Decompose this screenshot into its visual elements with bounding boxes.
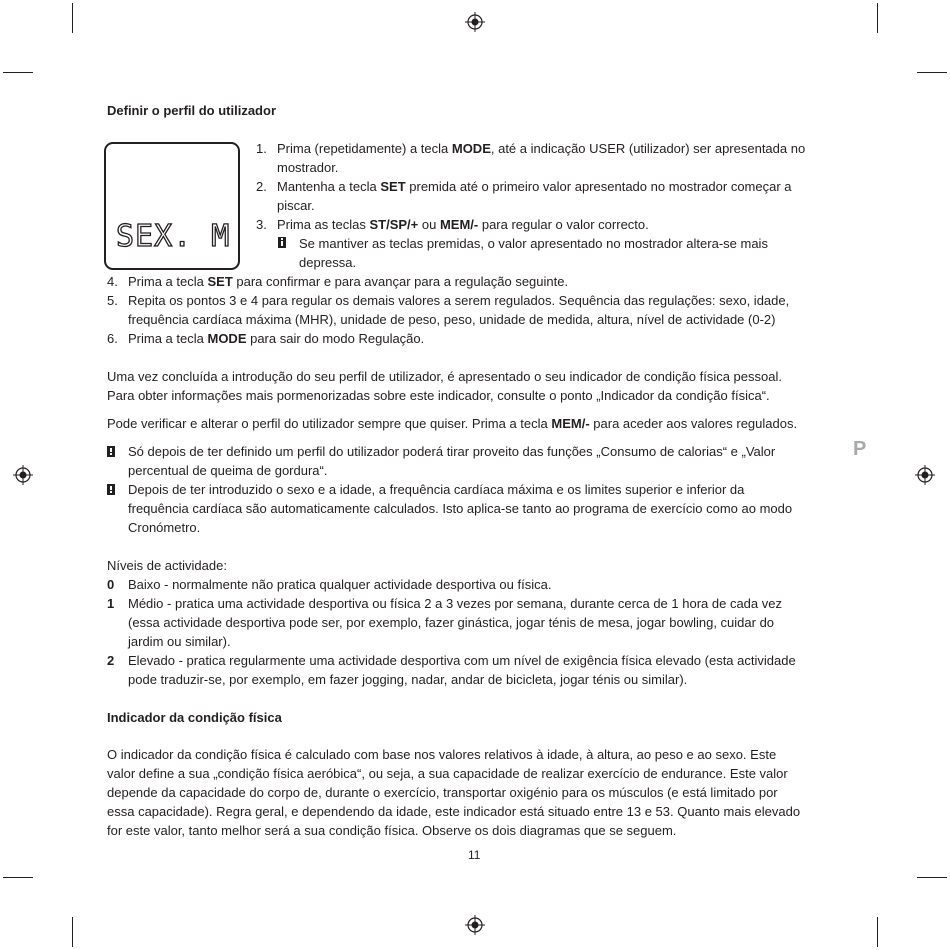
step-number: 5. [107, 293, 118, 308]
text-run: para aceder aos valores regulados. [589, 416, 798, 431]
registration-mark-icon [465, 12, 485, 32]
paragraph-line: depende da capacidade do corpo de, durante o exercício, transportar oxigénio para os músculos (e está limitado por [107, 785, 778, 800]
text-run: ou [418, 217, 440, 232]
step-line [128, 329, 424, 348]
paragraph-line: O indicador da condição física é calculado com base nos valores relativos à idade, à altura, ao peso e ao sexo. Este [107, 747, 777, 762]
text-run: mostrador. [277, 160, 339, 175]
paragraph-line: Para obter informações mais pormenorizadas sobre este indicador, consulte o ponto „Indicador da condição física“. [107, 388, 770, 403]
level-line: (essa actividade desportiva pode ser, por exemplo, fazer ginástica, jogar ténis de mesa, jogar bowling, cuidar do [128, 615, 775, 630]
step-line [128, 272, 568, 291]
paragraph-line: valor define a sua „condição física aeróbica“, ou seja, a sua capacidade de realizar exercício de endurance. Este valor [107, 766, 788, 781]
registration-mark-icon [915, 465, 935, 485]
bold-key-label: MODE [451, 141, 491, 156]
step-line [277, 215, 649, 234]
bold-key-label: MODE [207, 331, 247, 346]
step-number: 6. [107, 331, 118, 346]
text-run: piscar. [277, 198, 315, 213]
crop-mark [72, 917, 73, 947]
crop-mark [72, 3, 73, 33]
text-run: Prima a tecla [128, 331, 208, 346]
bold-key-label: SET [207, 274, 233, 289]
level-number: 1 [107, 596, 115, 611]
warning-line: Cronómetro. [128, 520, 201, 535]
step-number: 4. [107, 274, 118, 289]
level-line: Elevado - pratica regularmente uma actividade desportiva com um nível de exigência física elevado (esta actividade [128, 653, 796, 668]
text-run: Prima a tecla [128, 274, 208, 289]
registration-mark-icon [13, 465, 33, 485]
paragraph-line [107, 414, 797, 433]
levels-heading: Níveis de actividade: [107, 558, 227, 573]
bold-key-label: ST/SP/+ [369, 217, 419, 232]
text-run: Mantenha a tecla [277, 179, 381, 194]
registration-mark-icon [465, 915, 485, 935]
warning-line: frequência cardíaca são automaticamente calculados. Isto aplica-se tanto ao programa de exercício como ao modo [128, 501, 793, 516]
section-heading: Definir o perfil do utilizador [107, 103, 276, 118]
step-line [128, 291, 789, 310]
bold-key-label: SET [380, 179, 406, 194]
page-number: 11 [468, 848, 481, 862]
crop-mark [877, 3, 878, 33]
info-note-line: depressa. [299, 255, 357, 270]
text-run: Prima as teclas [277, 217, 370, 232]
level-line: pode traduzir-se, por exemplo, em fazer jogging, nadar, andar de bicicleta, jogar ténis ou similar). [128, 672, 688, 687]
paragraph-line: Uma vez concluída a introdução do seu perfil de utilizador, é apresentado o seu indicador de condição física pessoal. [107, 369, 782, 384]
warning-line: Depois de ter introduzido o sexo e a idade, a frequência cardíaca máxima e os limites superior e inferior da [128, 482, 745, 497]
step-line [277, 158, 338, 177]
info-icon [278, 237, 286, 248]
bold-key-label: MEM/- [439, 217, 479, 232]
info-note-line: Se mantiver as teclas premidas, o valor apresentado no mostrador altera-se mais [299, 236, 768, 251]
text-run: Repita os pontos 3 e 4 para regular os demais valores a serem regulados. Sequência das regulações: sexo, idade, [128, 293, 790, 308]
step-line [128, 310, 775, 329]
paragraph-line: for este valor, tanto melhor será a sua condição física. Observe os dois diagramas que se seguem. [107, 823, 677, 838]
text-run: para confirmar e para avançar para a regulação seguinte. [232, 274, 569, 289]
language-tab-label: P [853, 438, 867, 460]
step-line [277, 177, 792, 196]
level-line: Baixo - normalmente não pratica qualquer actividade desportiva ou física. [128, 577, 552, 592]
crop-mark [3, 877, 33, 878]
text-run: para regular o valor correcto. [478, 217, 649, 232]
text-run: para sair do modo Regulação. [246, 331, 425, 346]
crop-mark [877, 917, 878, 947]
warning-line: Só depois de ter definido um perfil do utilizador poderá tirar proveito das funções „Consumo de calorias“ e „Valor [128, 444, 776, 459]
text-run: Prima (repetidamente) a tecla [277, 141, 452, 156]
paragraph-line: essa capacidade). Regra geral, e dependendo da idade, este indicador está situado entre 13 e 53. Quanto mais elevado [107, 804, 801, 819]
text-run: , até a indicação USER (utilizador) ser apresentada no [490, 141, 806, 156]
lcd-display [104, 142, 240, 270]
step-number: 1. [256, 141, 267, 156]
crop-mark [917, 877, 947, 878]
level-line: Médio - pratica uma actividade desportiva ou física 2 a 3 vezes por semana, durante cerca de 1 hora de cada vez [128, 596, 782, 611]
step-line [277, 196, 315, 215]
crop-mark [3, 72, 33, 73]
warning-line: percentual de queima de gordura“. [128, 463, 328, 478]
step-number: 3. [256, 217, 267, 232]
warning-icon [107, 484, 115, 495]
step-line [277, 139, 805, 158]
level-number: 0 [107, 577, 115, 592]
text-run: premida até o primeiro valor apresentado no mostrador começar a [405, 179, 792, 194]
level-line: jardim ou similar). [128, 634, 231, 649]
crop-mark [917, 72, 947, 73]
text-run: frequência cardíaca máxima (MHR), unidade de peso, peso, unidade de medida, altura, nível de actividade (0-2) [128, 312, 776, 327]
section-heading: Indicador da condição física [107, 710, 282, 725]
warning-icon [107, 446, 115, 457]
lcd-display-text: SEX. M [116, 219, 231, 254]
text-run: Pode verificar e alterar o perfil do utilizador sempre que quiser. Prima a tecla [107, 416, 552, 431]
step-number: 2. [256, 179, 267, 194]
level-number: 2 [107, 653, 115, 668]
bold-key-label: MEM/- [551, 416, 590, 431]
